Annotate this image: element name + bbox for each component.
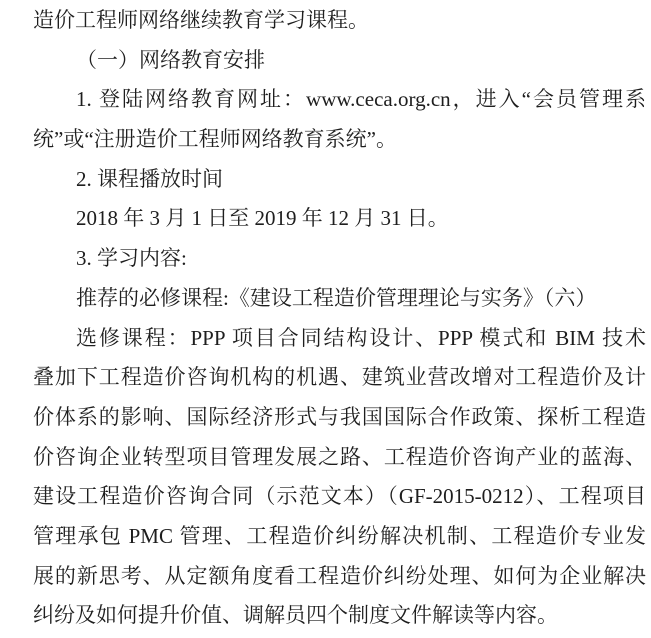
text-line: 3. 学习内容: (76, 246, 187, 271)
text-line: 2. 课程播放时间 (76, 166, 223, 191)
text-line: 纠纷及如何提升价值、调解员四个制度文件解读等内容。 (33, 603, 558, 628)
text-line: 造价工程师网络继续教育学习课程。 (33, 8, 369, 32)
text-line: 推荐的必修课程:《建设工程造价管理理论与实务》（六） (76, 285, 597, 310)
text-line: （一）网络教育安排 (76, 47, 265, 72)
text-line: 管理承包 PMC 管理、工程造价纠纷解决机制、工程造价专业发 (33, 523, 646, 548)
text-line: 1. 登陆网络教育网址：www.ceca.org.cn，进入“会员管理系 (76, 87, 646, 112)
text-line: 价体系的影响、国际经济形式与我国国际合作政策、探析工程造 (33, 404, 646, 429)
text-line: 建设工程造价咨询合同（示范文本）（GF-2015-0212）、工程项目 (33, 484, 646, 509)
text-line: 价咨询企业转型项目管理发展之路、工程造价咨询产业的蓝海、 (33, 444, 646, 469)
text-line: 叠加下工程造价咨询机构的机遇、建筑业营改增对工程造价及计 (33, 365, 646, 390)
text-line: 统”或“注册造价工程师网络教育系统”。 (33, 127, 397, 152)
text-line: 展的新思考、从定额角度看工程造价纠纷处理、如何为企业解决 (33, 563, 646, 588)
text-line: 2018 年 3 月 1 日至 2019 年 12 月 31 日。 (76, 206, 449, 231)
text-line: 选修课程：PPP 项目合同结构设计、PPP 模式和 BIM 技术 (76, 325, 646, 350)
